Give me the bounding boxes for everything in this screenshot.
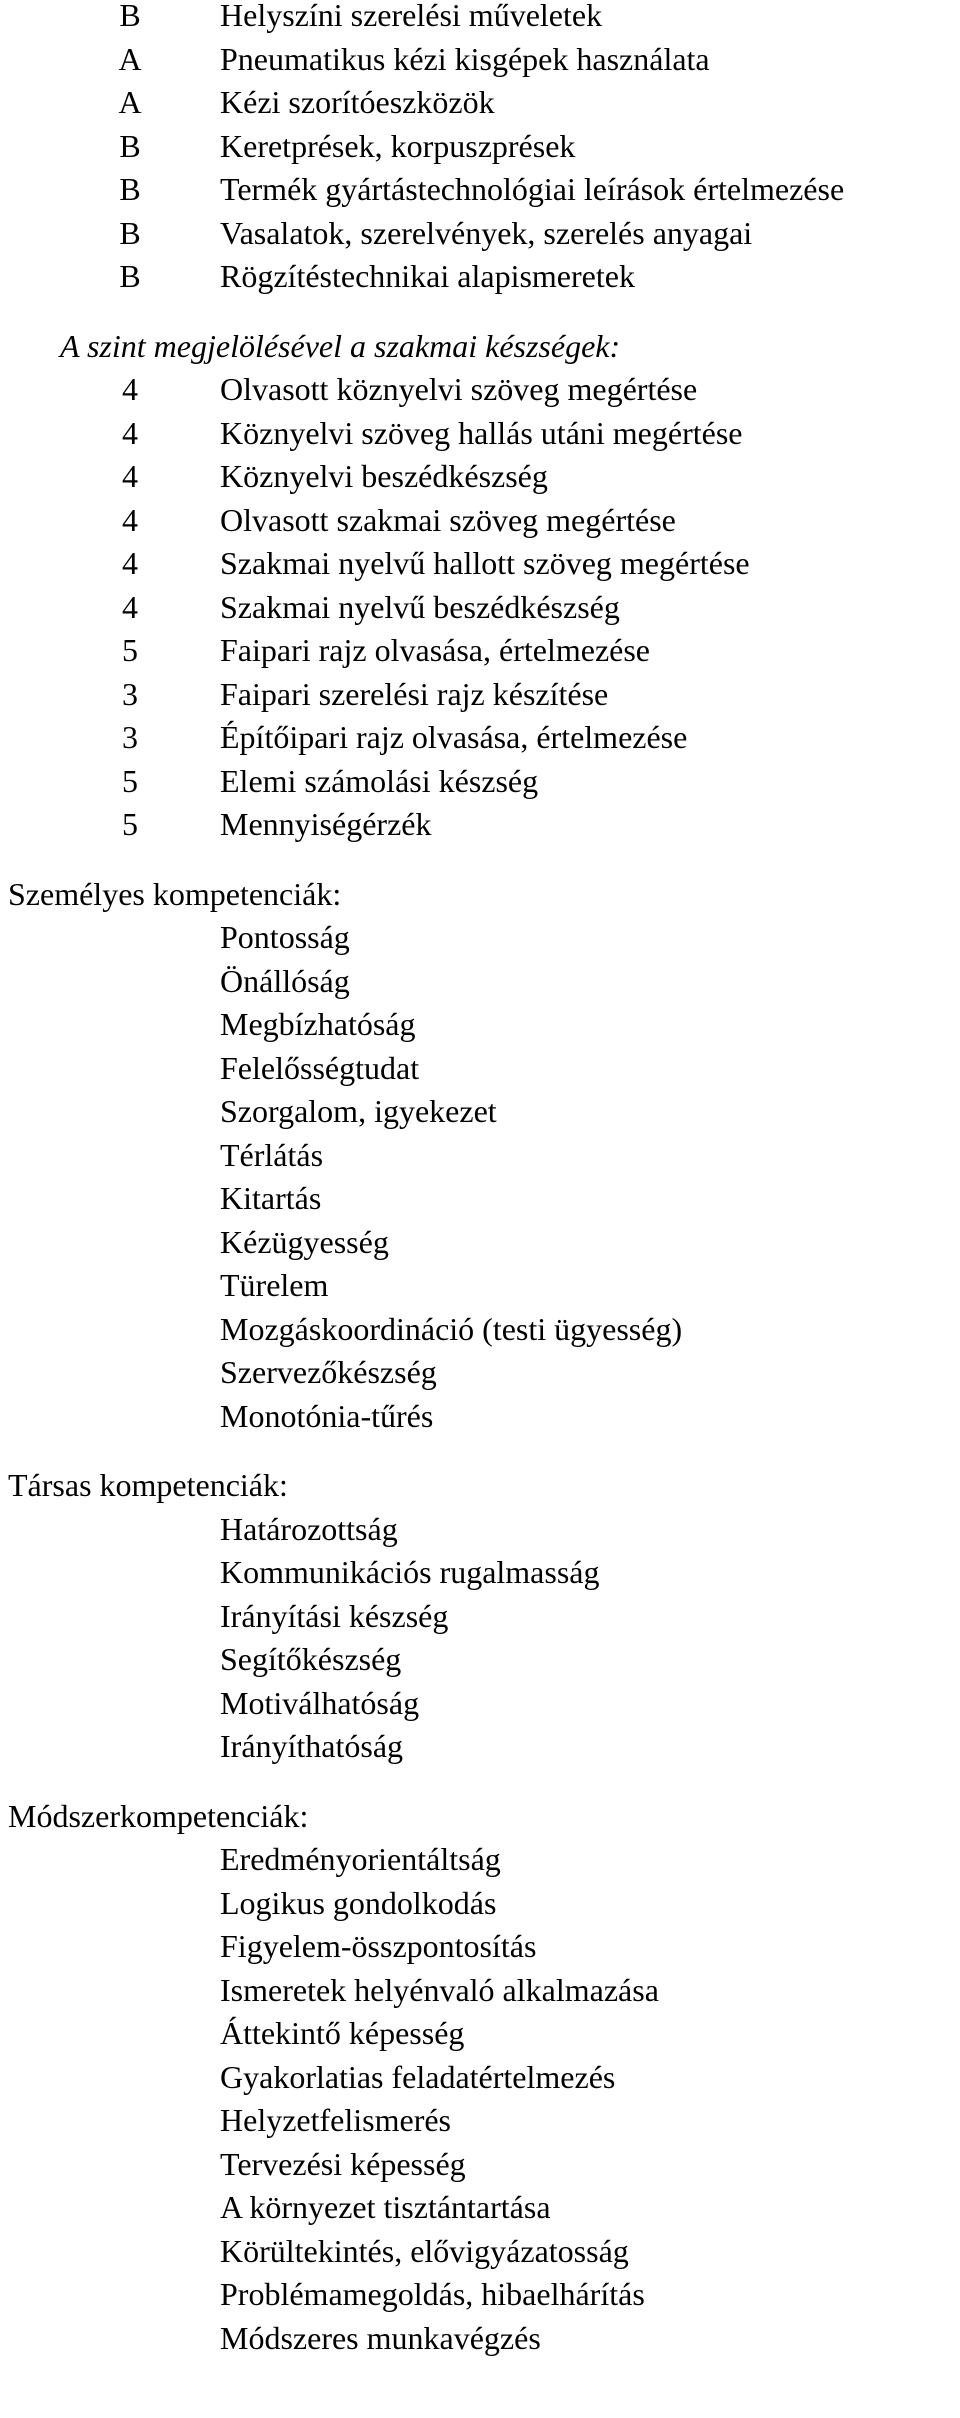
personal-competency-item: Türelem	[220, 1267, 329, 1303]
personal-competency-item: Felelősségtudat	[220, 1049, 420, 1086]
personal-competency-item: Szervezőkészség	[220, 1354, 437, 1390]
skill-level: 5	[122, 762, 138, 799]
topic-text: Helyszíni szerelési műveletek	[220, 0, 603, 33]
topic-level: B	[119, 258, 141, 294]
topic-level: A	[118, 84, 142, 120]
topic-text: Keretprések, korpuszprések	[220, 127, 576, 164]
personal-competency-item: Térlátás	[220, 1136, 324, 1173]
method-competency-item: Logikus gondolkodás	[220, 1884, 497, 1921]
personal-competency-item: Monotónia-tűrés	[220, 1397, 434, 1434]
method-competency-item: A környezet tisztántartása	[220, 2189, 551, 2225]
social-competency-item: Motiválhatóság	[220, 1684, 420, 1721]
method-competency-item: Körültekintés, elővigyázatosság	[220, 2232, 629, 2269]
topic-level: B	[119, 214, 141, 251]
method-competency-heading: Módszerkompetenciák:	[8, 1797, 309, 1834]
skills-heading: A szint megjelölésével a szakmai készségek:	[60, 327, 621, 364]
personal-competency-item: Megbízhatóság	[220, 1006, 416, 1042]
topic-level: A	[118, 40, 142, 77]
skill-level: 4	[122, 414, 138, 451]
skill-level: 4	[122, 371, 138, 407]
personal-competency-item: Szorgalom, igyekezet	[220, 1093, 497, 1129]
topic-text: Kézi szorítóeszközök	[220, 84, 495, 120]
topic-level: B	[119, 127, 141, 164]
method-competency-item: Problémamegoldás, hibaelhárítás	[220, 2276, 645, 2312]
method-competency-item: Figyelem-összpontosítás	[220, 1928, 537, 1964]
topic-text: Rögzítéstechnikai alapismeretek	[220, 258, 635, 294]
skill-level: 4	[122, 588, 138, 625]
skill-level: 5	[122, 806, 138, 842]
method-competency-item: Eredményorientáltság	[220, 1841, 501, 1877]
topic-text: Vasalatok, szerelvények, szerelés anyagai	[220, 214, 753, 251]
topic-text: Termék gyártástechnológiai leírások értelmezése	[220, 171, 845, 207]
method-competency-item: Módszeres munkavégzés	[220, 2319, 541, 2356]
personal-competency-item: Kézügyesség	[220, 1223, 389, 1260]
personal-competency-item: Mozgáskoordináció (testi ügyesség)	[220, 1310, 683, 1347]
social-competency-item: Irányíthatóság	[220, 1728, 404, 1764]
personal-competency-item: Önállóság	[220, 962, 350, 999]
skill-text: Építőipari rajz olvasása, értelmezése	[220, 719, 688, 755]
skill-text: Faipari rajz olvasása, értelmezése	[220, 632, 650, 668]
skill-level: 4	[122, 545, 138, 581]
skill-text: Olvasott köznyelvi szöveg megértése	[220, 371, 698, 407]
skill-text: Szakmai nyelvű beszédkészség	[220, 588, 620, 625]
method-competency-item: Helyzetfelismerés	[220, 2102, 451, 2138]
social-competency-item: Irányítási készség	[220, 1597, 449, 1634]
skill-level: 3	[122, 675, 138, 712]
social-competency-heading: Társas kompetenciák:	[8, 1467, 288, 1503]
social-competency-item: Segítőkészség	[220, 1641, 402, 1677]
personal-competency-item: Kitartás	[220, 1180, 322, 1216]
skill-level: 3	[122, 719, 138, 755]
skill-text: Elemi számolási készség	[220, 762, 539, 799]
personal-competency-item: Pontosság	[220, 919, 350, 955]
skill-level: 5	[122, 632, 138, 668]
method-competency-item: Gyakorlatias feladatértelmezés	[220, 2058, 616, 2095]
method-competency-item: Áttekintő képesség	[220, 2015, 465, 2051]
skill-text: Olvasott szakmai szöveg megértése	[220, 501, 676, 538]
skill-text: Köznyelvi szöveg hallás utáni megértése	[220, 414, 743, 451]
topic-level: B	[119, 0, 141, 33]
method-competency-item: Ismeretek helyénvaló alkalmazása	[220, 1971, 659, 2008]
skill-level: 4	[122, 501, 138, 538]
topic-text: Pneumatikus kézi kisgépek használata	[220, 40, 710, 77]
method-competency-item: Tervezési képesség	[220, 2145, 466, 2182]
social-competency-item: Kommunikációs rugalmasság	[220, 1554, 600, 1590]
topic-level: B	[119, 171, 141, 207]
personal-competency-heading: Személyes kompetenciák:	[8, 875, 342, 912]
skill-text: Mennyiségérzék	[220, 806, 432, 842]
skill-text: Köznyelvi beszédkészség	[220, 458, 548, 494]
social-competency-item: Határozottság	[220, 1510, 398, 1547]
skill-text: Szakmai nyelvű hallott szöveg megértése	[220, 545, 750, 581]
skill-level: 4	[122, 458, 138, 494]
skill-text: Faipari szerelési rajz készítése	[220, 675, 609, 712]
